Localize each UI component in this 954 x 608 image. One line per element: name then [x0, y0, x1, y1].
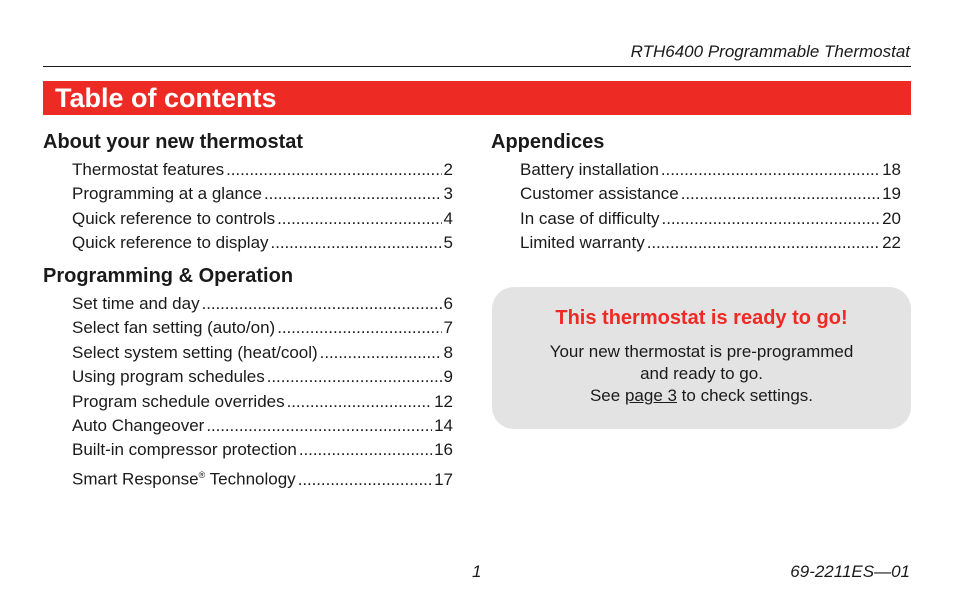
toc-list: [43, 292, 453, 492]
toc-entry-page: 2: [443, 160, 453, 179]
toc-entry-select-fan-setting[interactable]: [43, 316, 453, 340]
toc-entry-page: 8: [443, 342, 453, 362]
ready-to-go-callout: [492, 287, 911, 429]
toc-entry-set-time-and-day[interactable]: [43, 292, 453, 316]
toc-entry-label-main: Smart Response: [72, 469, 199, 489]
toc-entry-page: 14: [434, 416, 453, 436]
toc-entry-label: Select fan setting (auto/on): [72, 318, 276, 338]
toc-entry-label: Program schedule overrides: [72, 391, 285, 411]
dot-leader: [202, 292, 442, 316]
callout-line: and ready to go.: [640, 364, 763, 383]
toc-entry-label-rest: Technology: [205, 469, 296, 489]
toc-entry-page: 4: [443, 208, 453, 228]
footer-document-number: 69-2211ES—01: [790, 562, 910, 581]
toc-list: [43, 158, 453, 256]
section-title: Appendices: [491, 131, 605, 153]
toc-entry-label: Set time and day: [72, 294, 200, 313]
toc-entry-label: Select system setting (heat/cool): [72, 342, 318, 362]
dot-leader: [271, 231, 442, 255]
toc-entry-label: Limited warranty: [520, 233, 645, 253]
callout-line: Your new thermostat is pre-programmed: [549, 342, 854, 361]
toc-entry-page: 19: [882, 184, 901, 204]
dot-leader: [299, 438, 432, 462]
toc-entry-label: Programming at a glance: [72, 184, 262, 204]
registered-mark: ®: [198, 469, 206, 480]
toc-section-appendices: [491, 130, 901, 256]
document-header-title: RTH6400 Programmable Thermostat: [630, 42, 910, 61]
dot-leader: [277, 316, 441, 340]
toc-entry-page: 3: [443, 184, 453, 204]
dot-leader: [226, 158, 441, 182]
callout-line: [492, 385, 911, 407]
toc-entry-thermostat-features[interactable]: [43, 158, 453, 182]
toc-entry-label: [72, 463, 296, 492]
toc-entry-page: 7: [443, 318, 453, 338]
dot-leader: [661, 158, 880, 182]
page-title: Table of contents: [55, 83, 277, 113]
dot-leader: [662, 207, 881, 231]
toc-entry-label: In case of difficulty: [520, 208, 660, 228]
toc-entry-program-schedule-overrides[interactable]: [43, 390, 453, 414]
toc-entry-label: Built-in compressor protection: [72, 440, 297, 460]
toc-entry-limited-warranty[interactable]: [491, 231, 901, 255]
dot-leader: [206, 414, 432, 438]
toc-entry-label: Battery installation: [520, 160, 659, 179]
toc-entry-label: Customer assistance: [520, 184, 679, 204]
toc-entry-page: 16: [434, 440, 453, 460]
section-title: Programming & Operation: [43, 265, 294, 287]
section-title: About your new thermostat: [43, 131, 304, 153]
page-3-link[interactable]: page 3: [624, 386, 677, 405]
toc-list: [491, 158, 901, 256]
toc-entry-label: Auto Changeover: [72, 416, 205, 436]
callout-line-suffix: to check settings.: [676, 386, 814, 405]
dot-leader: [267, 365, 442, 389]
dot-leader: [264, 182, 442, 206]
toc-entry-page: 17: [434, 469, 453, 489]
toc-entry-page: 12: [434, 391, 453, 411]
dot-leader: [287, 390, 432, 414]
toc-entry-auto-changeover[interactable]: [43, 414, 453, 438]
callout-title: This thermostat is ready to go!: [555, 307, 848, 329]
toc-entry-page: 5: [443, 233, 453, 253]
toc-entry-quick-reference-display[interactable]: [43, 231, 453, 255]
toc-entry-in-case-of-difficulty[interactable]: [491, 207, 901, 231]
toc-entry-smart-response[interactable]: [43, 463, 453, 492]
toc-entry-page: 18: [882, 160, 901, 179]
dot-leader: [647, 231, 880, 255]
toc-entry-label: Using program schedules: [72, 367, 265, 387]
toc-entry-label: Quick reference to controls: [72, 208, 276, 228]
toc-banner: [43, 81, 911, 115]
toc-entry-using-program-schedules[interactable]: [43, 365, 453, 389]
toc-entry-label: Thermostat features: [72, 160, 225, 179]
toc-entry-compressor-protection[interactable]: [43, 438, 453, 462]
toc-entry-programming-at-a-glance[interactable]: [43, 182, 453, 206]
toc-entry-quick-reference-controls[interactable]: [43, 207, 453, 231]
callout-line-prefix: See: [589, 386, 625, 405]
toc-entry-page: 9: [443, 367, 453, 387]
toc-entry-page: 20: [882, 208, 901, 228]
callout-body: [492, 341, 911, 407]
dot-leader: [681, 182, 880, 206]
toc-entry-page: 22: [882, 233, 901, 253]
toc-entry-select-system-setting[interactable]: [43, 341, 453, 365]
dot-leader: [298, 468, 432, 492]
toc-entry-customer-assistance[interactable]: [491, 182, 901, 206]
footer-page-number: 1: [472, 562, 482, 581]
toc-section-about: [43, 130, 453, 256]
dot-leader: [320, 341, 442, 365]
toc-entry-battery-installation[interactable]: [491, 158, 901, 182]
header-divider: [43, 66, 911, 67]
toc-section-programming: [43, 264, 453, 492]
toc-entry-page: 6: [443, 294, 453, 313]
toc-entry-label: Quick reference to display: [72, 233, 269, 253]
dot-leader: [277, 207, 441, 231]
